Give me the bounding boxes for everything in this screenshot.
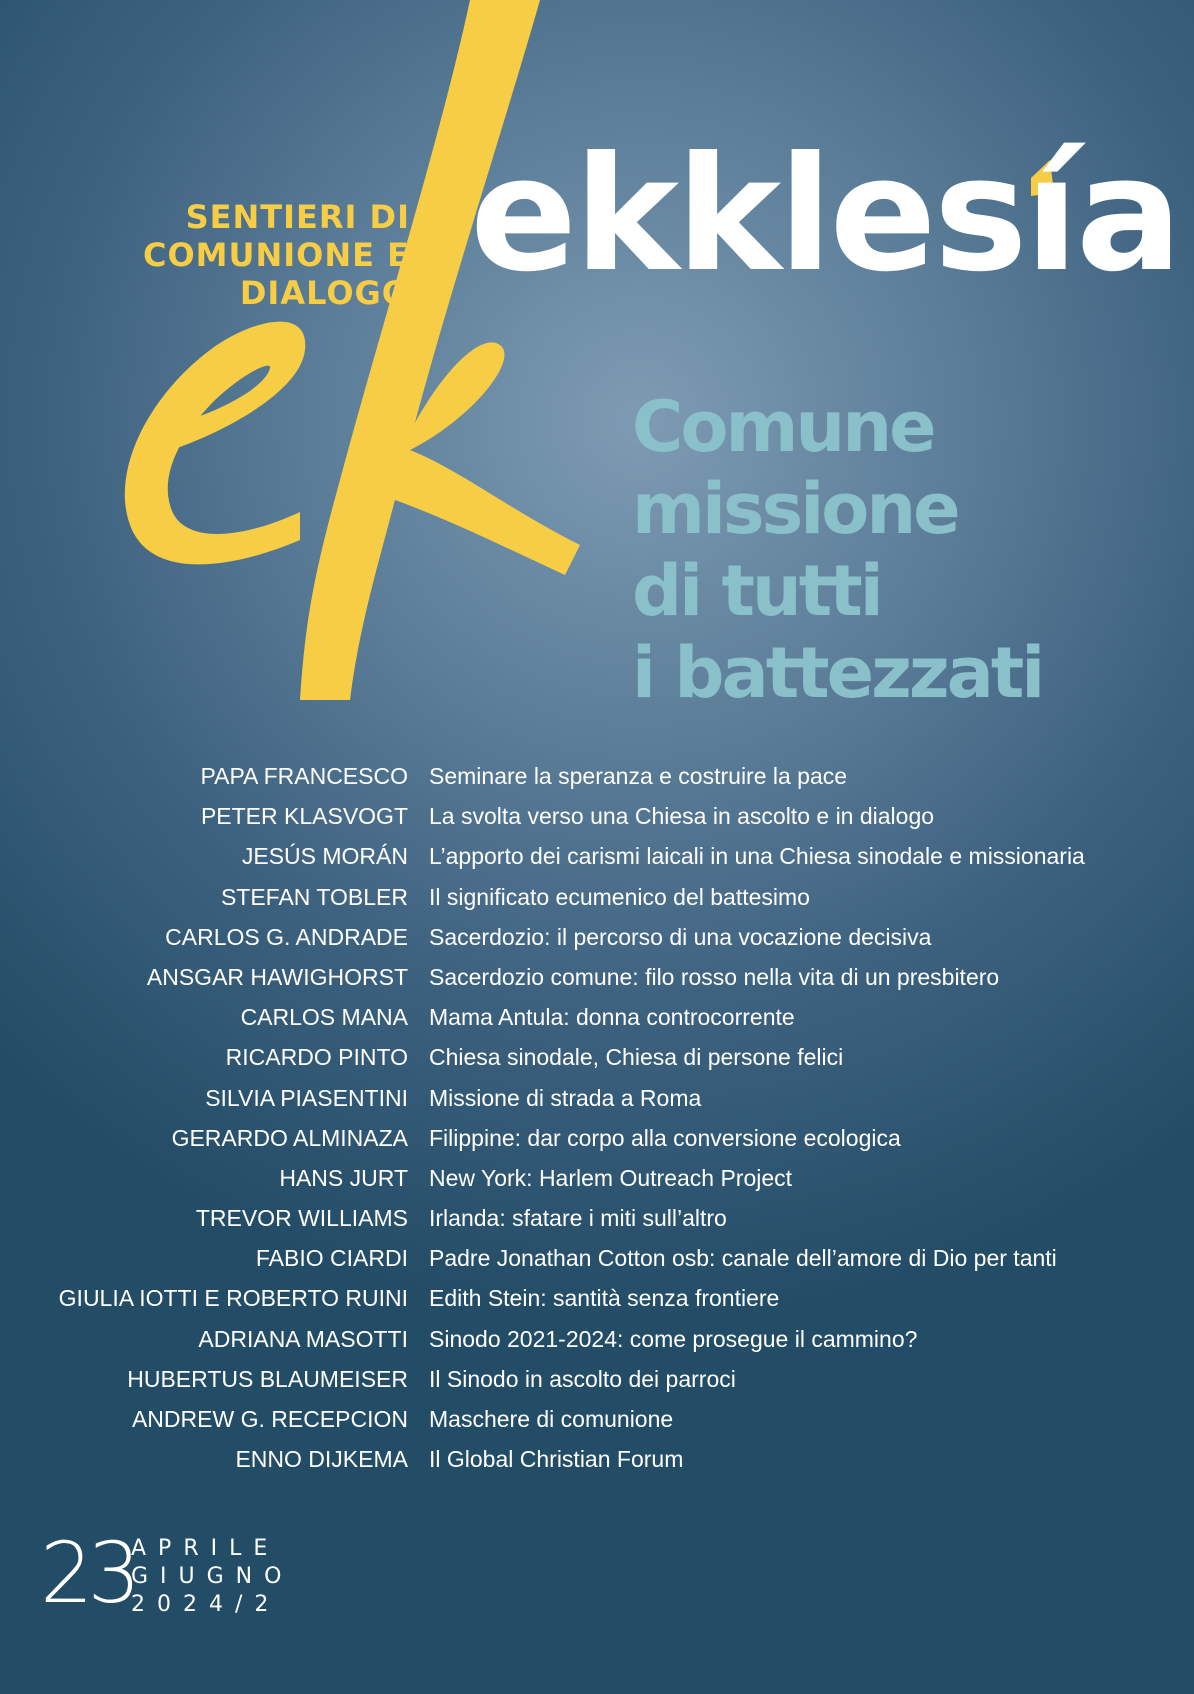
toc-author: PETER KLASVOGT bbox=[200, 803, 408, 830]
toc-author: HUBERTUS BLAUMEISER bbox=[127, 1365, 408, 1392]
toc-author: GIULIA IOTTI E ROBERTO RUINI bbox=[58, 1285, 408, 1312]
tagline-line: COMUNIONE E bbox=[142, 236, 410, 274]
toc-title: Missione di strada a Roma bbox=[429, 1084, 702, 1111]
toc-author: STEFAN TOBLER bbox=[220, 883, 408, 910]
toc-row bbox=[0, 1399, 1194, 1439]
toc-title: Filippine: dar corpo alla conversione ecologica bbox=[429, 1124, 901, 1151]
toc-title: Il Sinodo in ascolto dei parroci bbox=[429, 1365, 736, 1392]
headline-line: di tutti bbox=[632, 550, 881, 632]
toc-row bbox=[0, 957, 1194, 997]
toc-title: Il significato ecumenico del battesimo bbox=[429, 883, 810, 910]
toc-title: Irlanda: sfatare i miti sull’altro bbox=[429, 1205, 727, 1232]
toc-title: Edith Stein: santità senza frontiere bbox=[429, 1285, 780, 1312]
toc-title: Padre Jonathan Cotton osb: canale dell’amore di Dio per tanti bbox=[429, 1245, 1057, 1272]
toc-author: CARLOS G. ANDRADE bbox=[165, 923, 408, 950]
headline-line: i battezzati bbox=[632, 632, 1043, 714]
toc-author: TREVOR WILLIAMS bbox=[195, 1205, 408, 1232]
toc-row bbox=[0, 756, 1194, 796]
toc-row bbox=[0, 1118, 1194, 1158]
toc-row bbox=[0, 1278, 1194, 1318]
toc-row bbox=[0, 917, 1194, 957]
tagline-line: SENTIERI DI bbox=[185, 198, 410, 236]
toc-title: Sacerdozio: il percorso di una vocazione decisiva bbox=[429, 923, 932, 950]
toc-title: Il Global Christian Forum bbox=[429, 1446, 684, 1473]
issue-date-line: GIUGNO bbox=[131, 1564, 294, 1589]
toc-author: ADRIANA MASOTTI bbox=[198, 1325, 408, 1352]
toc-author: ANSGAR HAWIGHORST bbox=[146, 963, 408, 990]
cover-headline bbox=[632, 386, 1042, 714]
e-letter-stroke bbox=[125, 322, 305, 565]
toc-row bbox=[0, 1359, 1194, 1399]
toc-author: PAPA FRANCESCO bbox=[200, 763, 408, 789]
toc-title: Maschere di comunione bbox=[429, 1406, 674, 1432]
issue-date-line: 2024/2 bbox=[131, 1592, 281, 1617]
toc-title: Chiesa sinodale, Chiesa di persone felici bbox=[429, 1044, 844, 1071]
toc-title: Mama Antula: donna controcorrente bbox=[429, 1004, 795, 1031]
toc-row bbox=[0, 796, 1194, 836]
toc-row bbox=[0, 1198, 1194, 1238]
toc-title: New York: Harlem Outreach Project bbox=[429, 1164, 793, 1191]
toc-title: Sinodo 2021-2024: come prosegue il cammino? bbox=[429, 1325, 918, 1352]
toc-author: SILVIA PIASENTINI bbox=[205, 1084, 408, 1111]
toc-author: CARLOS MANA bbox=[240, 1004, 408, 1031]
toc-row bbox=[0, 1238, 1194, 1278]
tagline-line: DIALOGO bbox=[239, 274, 410, 312]
toc-title: La svolta verso una Chiesa in ascolto e in dialogo bbox=[429, 803, 935, 830]
masthead-tagline bbox=[120, 198, 410, 312]
headline-line: Comune bbox=[632, 386, 934, 468]
toc-author: RICARDO PINTO bbox=[225, 1044, 408, 1071]
masthead-wordmark: ekklesía bbox=[470, 123, 1180, 307]
toc-row bbox=[0, 997, 1194, 1037]
toc-title: Sacerdozio comune: filo rosso nella vita di un presbitero bbox=[429, 963, 1000, 990]
k-stem-stroke bbox=[300, 0, 540, 700]
issue-date-line: APRILE bbox=[131, 1536, 280, 1561]
toc-title: Seminare la speranza e costruire la pace bbox=[429, 763, 848, 789]
issue-number: 23 bbox=[40, 1524, 135, 1622]
headline-line: missione bbox=[632, 468, 958, 550]
toc-author: ANDREW G. RECEPCION bbox=[131, 1406, 408, 1432]
toc-row bbox=[0, 877, 1194, 917]
issue-date bbox=[131, 1535, 293, 1619]
toc-row bbox=[0, 1319, 1194, 1359]
toc-row bbox=[0, 836, 1194, 876]
toc-row bbox=[0, 1037, 1194, 1077]
table-of-contents bbox=[0, 756, 1194, 1479]
toc-author: GERARDO ALMINAZA bbox=[171, 1124, 408, 1151]
toc-author: ENNO DIJKEMA bbox=[235, 1446, 408, 1473]
toc-author: FABIO CIARDI bbox=[255, 1245, 408, 1272]
toc-row bbox=[0, 1158, 1194, 1198]
toc-author: JESÚS MORÁN bbox=[241, 843, 408, 870]
toc-title: L’apporto dei carismi laicali in una Chiesa sinodale e missionaria bbox=[429, 843, 1085, 870]
toc-author: HANS JURT bbox=[279, 1164, 408, 1191]
toc-row bbox=[0, 1078, 1194, 1118]
toc-row bbox=[0, 1439, 1194, 1479]
